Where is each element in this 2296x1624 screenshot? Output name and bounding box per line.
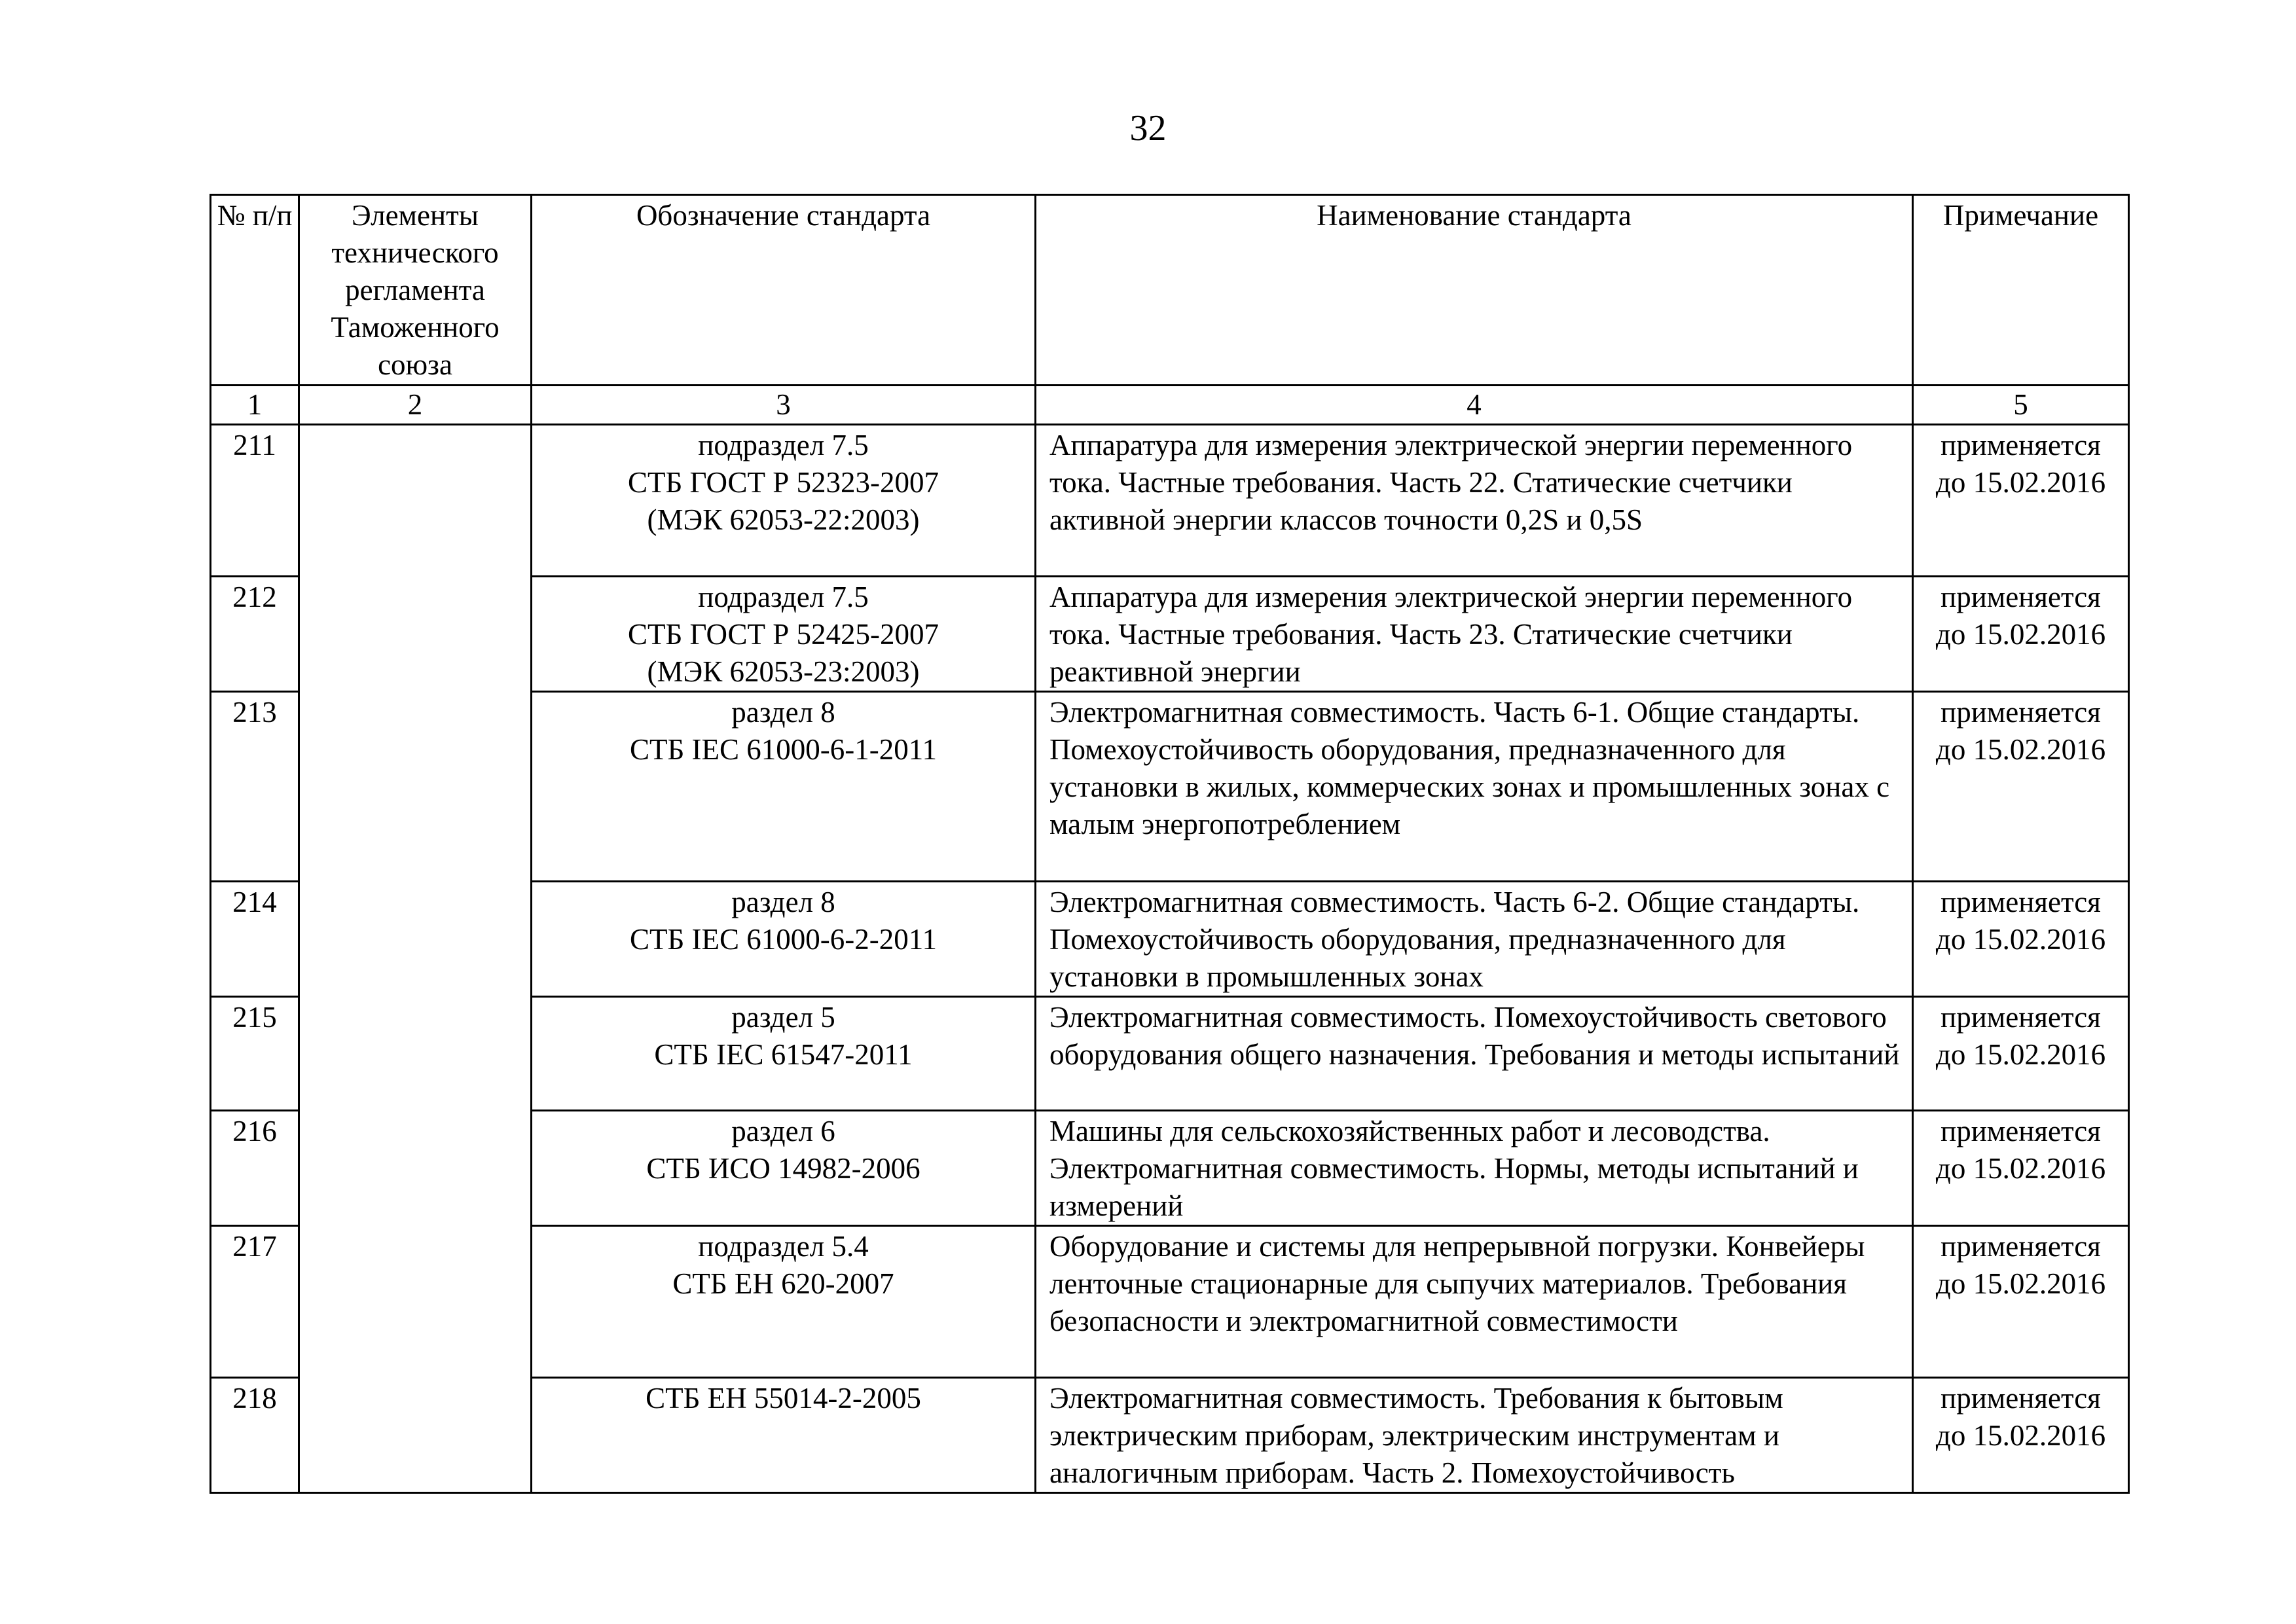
standard-designation xyxy=(532,1226,1036,1378)
page-number: 32 xyxy=(1129,108,1167,149)
standard-name: Электромагнитная совместимость. Часть 6-2. Общие стандарты. Помехоустойчивость оборудования, предназначенного для установки в промышленных зонах xyxy=(1036,882,1913,997)
column-number: 4 xyxy=(1036,386,1913,425)
standard-designation xyxy=(532,882,1036,997)
row-number: 216 xyxy=(211,1111,299,1226)
note-line: применяется xyxy=(1941,1230,2101,1263)
designation-line: раздел 5 xyxy=(731,1001,835,1034)
designation-line: раздел 8 xyxy=(731,886,835,918)
standard-name: Аппаратура для измерения электрической энергии переменного тока. Частные требования. Часть 23. Статические счетчики реактивной энергии xyxy=(1036,577,1913,692)
header-num: № п/п xyxy=(211,195,299,386)
header-designation: Обозначение стандарта xyxy=(532,195,1036,386)
designation-line: подраздел 7.5 xyxy=(698,581,869,613)
standard-note xyxy=(1913,1226,2129,1378)
row-number: 212 xyxy=(211,577,299,692)
designation-line: подраздел 5.4 xyxy=(698,1230,869,1263)
row-number: 217 xyxy=(211,1226,299,1378)
standard-note xyxy=(1913,882,2129,997)
column-number: 1 xyxy=(211,386,299,425)
designation-line: раздел 8 xyxy=(731,696,835,729)
header-elements: Элементы технического регламента Таможенного союза xyxy=(299,195,532,386)
designation-line: СТБ IEC 61000-6-1-2011 xyxy=(629,733,938,766)
designation-line: СТБ ИСО 14982-2006 xyxy=(646,1152,920,1185)
standard-designation xyxy=(532,1378,1036,1493)
note-line: применяется xyxy=(1941,1001,2101,1034)
column-number-row xyxy=(211,386,2129,425)
standard-designation xyxy=(532,692,1036,882)
designation-line: СТБ IEC 61547-2011 xyxy=(654,1038,913,1071)
standard-note xyxy=(1913,997,2129,1111)
note-line: применяется xyxy=(1941,1382,2101,1415)
note-line: применяется xyxy=(1941,1115,2101,1147)
standard-name: Оборудование и системы для непрерывной погрузки. Конвейеры ленточные стационарные для сыпучих материалов. Требования безопасности и электромагнитной совместимости xyxy=(1036,1226,1913,1378)
row-number: 215 xyxy=(211,997,299,1111)
row-number: 214 xyxy=(211,882,299,997)
row-number: 218 xyxy=(211,1378,299,1493)
standard-name: Аппаратура для измерения электрической энергии переменного тока. Частные требования. Часть 22. Статические счетчики активной энергии классов точности 0,2S и 0,5S xyxy=(1036,425,1913,577)
standard-note xyxy=(1913,1378,2129,1493)
standard-designation xyxy=(532,425,1036,577)
note-line: применяется xyxy=(1941,429,2101,461)
standard-designation xyxy=(532,1111,1036,1226)
note-line: применяется xyxy=(1941,696,2101,729)
standards-table xyxy=(210,194,2130,1494)
standard-note xyxy=(1913,425,2129,577)
header-note: Примечание xyxy=(1913,195,2129,386)
regulation-elements-cell xyxy=(299,425,532,1493)
note-line: применяется xyxy=(1941,581,2101,613)
designation-line: СТБ ЕН 55014-2-2005 xyxy=(646,1382,921,1415)
note-line: до 15.02.2016 xyxy=(1935,1152,2106,1185)
row-number: 213 xyxy=(211,692,299,882)
standard-designation xyxy=(532,577,1036,692)
column-number: 5 xyxy=(1913,386,2129,425)
standard-name: Электромагнитная совместимость. Часть 6-1. Общие стандарты. Помехоустойчивость оборудования, предназначенного для установки в жилых, коммерческих зонах и промышленных зонах с малым энергопотреблением xyxy=(1036,692,1913,882)
designation-line: раздел 6 xyxy=(731,1115,835,1147)
standard-name: Электромагнитная совместимость. Требования к бытовым электрическим приборам, электрическим инструментам и аналогичным приборам. Часть 2. Помехоустойчивость xyxy=(1036,1378,1913,1493)
standard-name: Электромагнитная совместимость. Помехоустойчивость светового оборудования общего назначения. Требования и методы испытаний xyxy=(1036,997,1913,1111)
designation-line: (МЭК 62053-22:2003) xyxy=(647,503,920,536)
designation-line: СТБ ГОСТ Р 52323-2007 xyxy=(627,466,939,499)
designation-line: (МЭК 62053-23:2003) xyxy=(647,655,920,688)
note-line: до 15.02.2016 xyxy=(1935,618,2106,651)
standard-note xyxy=(1913,1111,2129,1226)
note-line: до 15.02.2016 xyxy=(1935,733,2106,766)
row-number: 211 xyxy=(211,425,299,577)
standard-note xyxy=(1913,692,2129,882)
note-line: до 15.02.2016 xyxy=(1935,1267,2106,1300)
designation-line: СТБ ЕН 620-2007 xyxy=(672,1267,894,1300)
note-line: до 15.02.2016 xyxy=(1935,1038,2106,1071)
note-line: до 15.02.2016 xyxy=(1935,1419,2106,1452)
standard-note xyxy=(1913,577,2129,692)
note-line: до 15.02.2016 xyxy=(1935,923,2106,956)
designation-line: СТБ IEC 61000-6-2-2011 xyxy=(629,923,938,956)
column-number: 3 xyxy=(532,386,1036,425)
standard-name: Машины для сельскохозяйственных работ и лесоводства. Электромагнитная совместимость. Нормы, методы испытаний и измерений xyxy=(1036,1111,1913,1226)
header-row xyxy=(211,195,2129,386)
designation-line: СТБ ГОСТ Р 52425-2007 xyxy=(627,618,939,651)
column-number: 2 xyxy=(299,386,532,425)
header-name: Наименование стандарта xyxy=(1036,195,1913,386)
table-row xyxy=(211,425,2129,577)
note-line: до 15.02.2016 xyxy=(1935,466,2106,499)
standard-designation xyxy=(532,997,1036,1111)
designation-line: подраздел 7.5 xyxy=(698,429,869,461)
note-line: применяется xyxy=(1941,886,2101,918)
